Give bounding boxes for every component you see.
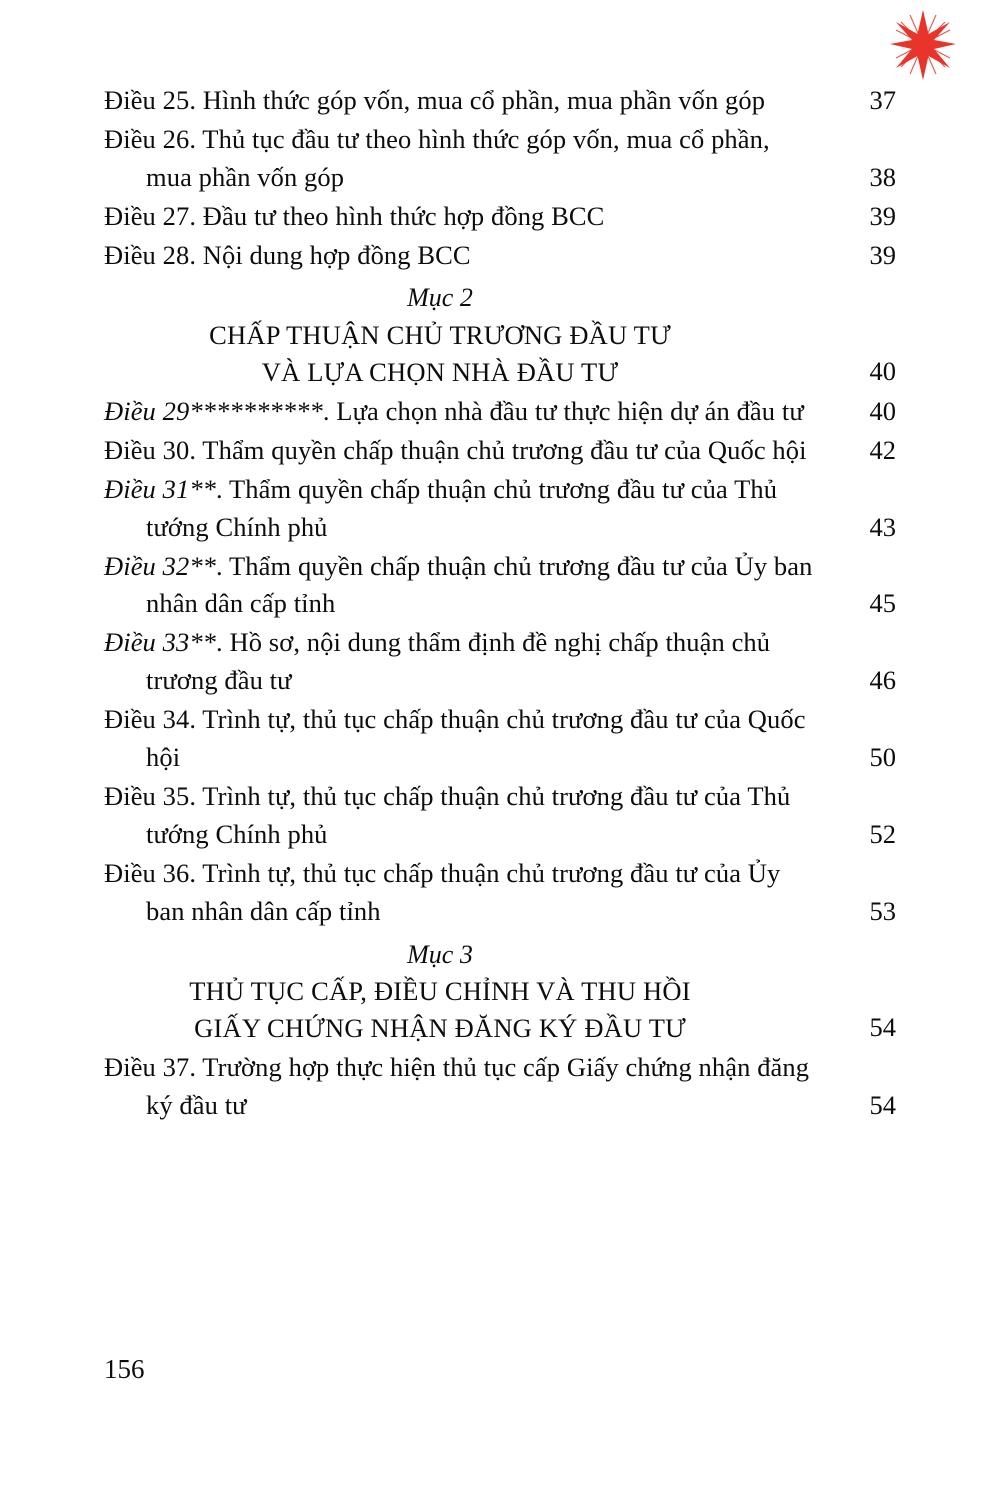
toc-entry-page: 37 — [869, 85, 896, 115]
toc-entry[interactable] — [104, 701, 896, 777]
toc-section-page: 40 — [869, 356, 896, 387]
toc-entry-label: Điều 37. Trường hợp thực hiện thủ tục cấp Giấy chứng nhận đăng ký đầu tư — [104, 1052, 810, 1120]
toc-entry[interactable] — [104, 1049, 896, 1125]
toc-entry[interactable] — [104, 855, 896, 931]
toc-entry-page: 39 — [869, 200, 896, 231]
toc-section[interactable] — [104, 280, 896, 391]
toc-entry-label: Điều 28. Nội dung hợp đồng BCC — [104, 239, 471, 270]
toc-entry-page: 39 — [869, 239, 896, 270]
table-of-contents — [104, 82, 896, 1126]
toc-entry-page: 52 — [869, 818, 896, 849]
toc-entry[interactable] — [104, 778, 896, 854]
toc-entry-label — [104, 393, 818, 431]
toc-section-title-line2: GIẤY CHỨNG NHẬN ĐĂNG KÝ ĐẦU TƯ — [194, 1012, 686, 1043]
toc-entry-page: 46 — [869, 665, 896, 696]
toc-entry[interactable] — [104, 82, 896, 120]
toc-section[interactable] — [104, 937, 896, 1048]
toc-section-title-line1: THỦ TỤC CẤP, ĐIỀU CHỈNH VÀ THU HỒI — [189, 975, 691, 1006]
toc-entry-title: . Hồ sơ, nội dung thẩm định đề nghị chấp thuận chủ trương đầu tư — [146, 627, 771, 696]
toc-entry-article-number: Điều 31** — [104, 473, 217, 504]
toc-entry-page: 45 — [869, 588, 896, 619]
toc-entry-page: 40 — [869, 396, 896, 427]
toc-entry-label — [104, 624, 818, 700]
toc-entry-page: 38 — [869, 161, 896, 192]
toc-section-page: 54 — [869, 1012, 896, 1043]
toc-entry-label — [104, 471, 818, 547]
toc-entry-page: 50 — [869, 742, 896, 773]
toc-entry-page: 43 — [869, 511, 896, 542]
toc-entry[interactable] — [104, 237, 896, 275]
toc-entry-page: 53 — [869, 895, 896, 926]
page-folio: 156 — [104, 1354, 145, 1384]
toc-entry-label: Điều 36. Trình tự, thủ tục chấp thuận chủ trương đầu tư của Ủy ban nhân dân cấp tỉnh — [104, 857, 781, 926]
toc-entry-article-number: Điều 29********** — [104, 396, 323, 427]
toc-entry-article-number: Điều 32** — [104, 550, 217, 581]
toc-entry[interactable] — [104, 121, 896, 197]
toc-entry-label: Điều 26. Thủ tục đầu tư theo hình thức góp vốn, mua cổ phần, mua phần vốn góp — [104, 123, 770, 192]
toc-entry-title: . Thẩm quyền chấp thuận chủ trương đầu tư của Ủy ban nhân dân cấp tỉnh — [146, 550, 813, 619]
toc-entry-label: Điều 27. Đầu tư theo hình thức hợp đồng BCC — [104, 200, 605, 231]
toc-entry-label: Điều 34. Trình tự, thủ tục chấp thuận chủ trương đầu tư của Quốc hội — [104, 704, 806, 773]
toc-entry[interactable] — [104, 471, 896, 547]
toc-entry-page: 54 — [869, 1089, 896, 1120]
toc-section-title-line2: VÀ LỰA CHỌN NHÀ ĐẦU TƯ — [261, 356, 619, 387]
toc-entry-label: Điều 30. Thẩm quyền chấp thuận chủ trương đầu tư của Quốc hội — [104, 434, 807, 465]
toc-entry[interactable] — [104, 393, 896, 431]
toc-entry[interactable] — [104, 548, 896, 624]
toc-entry[interactable] — [104, 432, 896, 470]
toc-entry-label: Điều 35. Trình tự, thủ tục chấp thuận chủ trương đầu tư của Thủ tướng Chính phủ — [104, 780, 791, 849]
toc-entry-label: Điều 25. Hình thức góp vốn, mua cổ phần, mua phần vốn góp — [104, 85, 766, 115]
toc-entry-title: . Lựa chọn nhà đầu tư thực hiện dự án đầu tư — [322, 396, 804, 427]
toc-entry-label — [104, 548, 818, 624]
toc-section-label: Mục 3 — [407, 939, 473, 969]
toc-entry-article-number: Điều 33** — [104, 627, 217, 658]
toc-section-title-line1: CHẤP THUẬN CHỦ TRƯƠNG ĐẦU TƯ — [209, 319, 671, 350]
toc-section-label: Mục 2 — [407, 283, 473, 313]
toc-entry[interactable] — [104, 624, 896, 700]
toc-entry-title: . Thẩm quyền chấp thuận chủ trương đầu tư của Thủ tướng Chính phủ — [146, 473, 778, 542]
toc-entry-page: 42 — [869, 434, 896, 465]
star-emblem-icon — [888, 8, 958, 82]
toc-entry[interactable] — [104, 198, 896, 236]
